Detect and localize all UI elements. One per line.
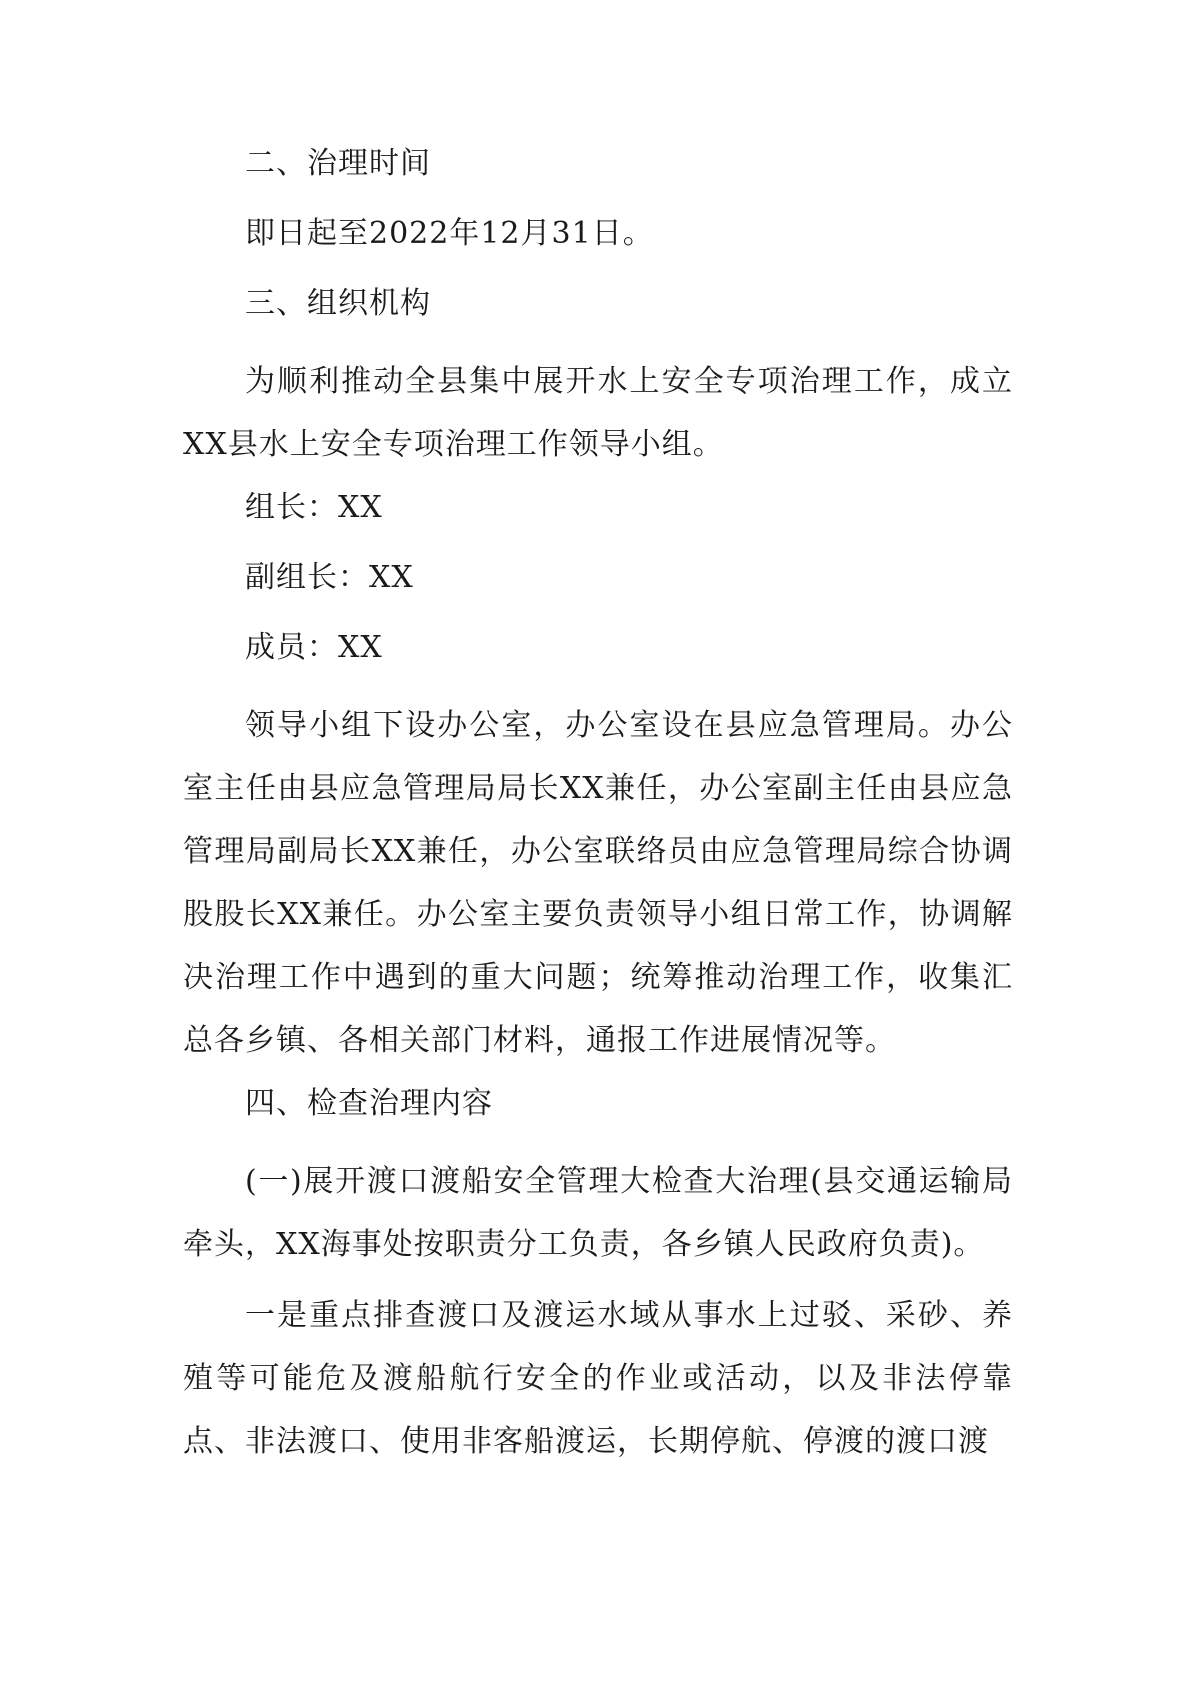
deputy-leader-line: 副组长：XX: [245, 560, 414, 595]
governance-time-paragraph: 即日起至2022年12月31日。: [245, 216, 654, 251]
organization-intro-paragraph: 为顺利推动全县集中展开水上安全专项治理工作，成立XX县水上安全专项治理工作领导小组。: [183, 364, 1013, 462]
section-heading-organization: 三、组织机构: [245, 286, 431, 321]
members-line: 成员：XX: [245, 630, 383, 665]
document-body: [183, 140, 1013, 1473]
office-description-paragraph: 领导小组下设办公室，办公室设在县应急管理局。办公室主任由县应急管理局局长XX兼任，办公室副主任由县应急管理局副局长XX兼任，办公室联络员由应急管理局综合协调股股长XX兼任。办公室主要负责领导小组日常工作，协调解决治理工作中遇到的重大问题；统筹推动治理工作，收集汇总各乡镇、各相关部门材料，通报工作进展情况等。: [183, 708, 1013, 1058]
inspection-item-1-paragraph: (一)展开渡口渡船安全管理大检查大治理(县交通运输局牵头，XX海事处按职责分工负责，各乡镇人民政府负责)。: [183, 1164, 1013, 1262]
leader-line: 组长：XX: [245, 490, 383, 525]
section-heading-inspection-content: 四、检查治理内容: [245, 1086, 493, 1121]
inspection-point-1-paragraph: 一是重点排查渡口及渡运水域从事水上过驳、采砂、养殖等可能危及渡船航行安全的作业或活动，以及非法停靠点、非法渡口、使用非客船渡运，长期停航、停渡的渡口渡: [183, 1298, 1013, 1459]
section-heading-governance-time: 二、治理时间: [245, 146, 431, 181]
